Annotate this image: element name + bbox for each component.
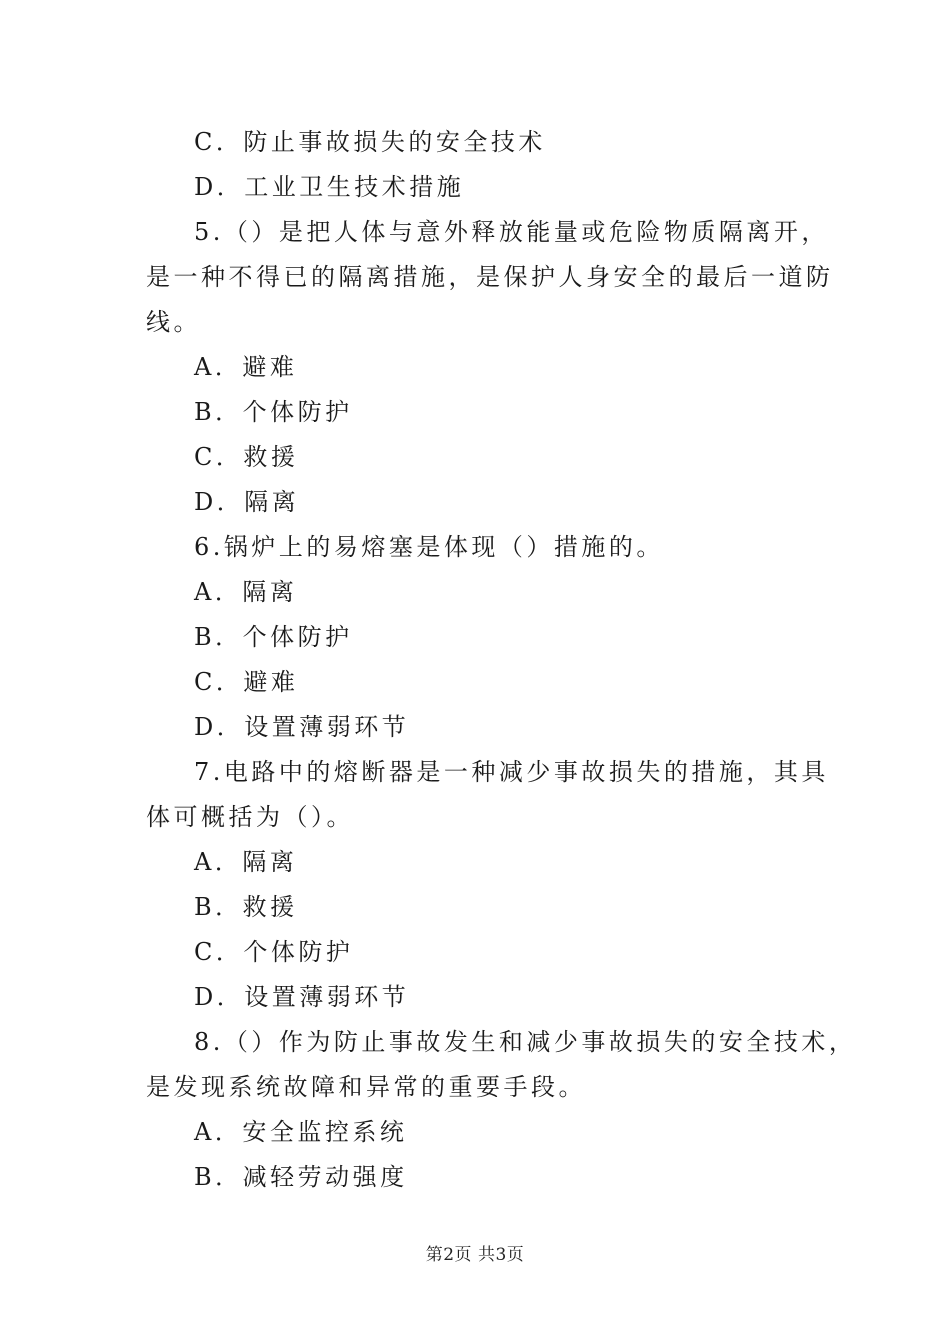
option-b-q8: B．减轻劳动强度 — [194, 1163, 408, 1191]
option-c-q6: C．避难 — [194, 668, 299, 696]
option-b-q7: B．救援 — [194, 893, 298, 921]
option-b-q5: B．个体防护 — [194, 398, 353, 426]
option-d-q4: D．工业卫生技术措施 — [194, 173, 465, 201]
question-6: 6.锅炉上的易熔塞是体现（）措施的。 — [194, 533, 664, 561]
option-c-q4: C．防止事故损失的安全技术 — [194, 128, 546, 156]
page-footer: 第2页 共3页 — [425, 1245, 525, 1265]
option-a-q5: A．避难 — [194, 353, 298, 381]
option-a-q8: A．安全监控系统 — [194, 1118, 408, 1146]
option-d-q7: D．设置薄弱环节 — [194, 983, 410, 1011]
question-8: 8.（）作为防止事故发生和减少事故损失的安全技术， — [194, 1028, 857, 1056]
question-8-cont: 是发现系统故障和异常的重要手段。 — [146, 1073, 586, 1101]
option-d-q5: D．隔离 — [194, 488, 300, 516]
option-c-q5: C．救援 — [194, 443, 299, 471]
question-7: 7.电路中的熔断器是一种减少事故损失的措施，其具 — [194, 758, 829, 786]
question-7-cont: 体可概括为（）。 — [146, 803, 354, 831]
question-5-cont-2: 线。 — [146, 308, 201, 336]
option-b-q6: B．个体防护 — [194, 623, 353, 651]
question-5-cont-1: 是一种不得已的隔离措施，是保护人身安全的最后一道防 — [146, 263, 834, 291]
option-d-q6: D．设置薄弱环节 — [194, 713, 410, 741]
option-a-q7: A．隔离 — [194, 848, 298, 876]
option-a-q6: A．隔离 — [194, 578, 298, 606]
question-5: 5.（）是把人体与意外释放能量或危险物质隔离开， — [194, 218, 829, 246]
option-c-q7: C．个体防护 — [194, 938, 354, 966]
